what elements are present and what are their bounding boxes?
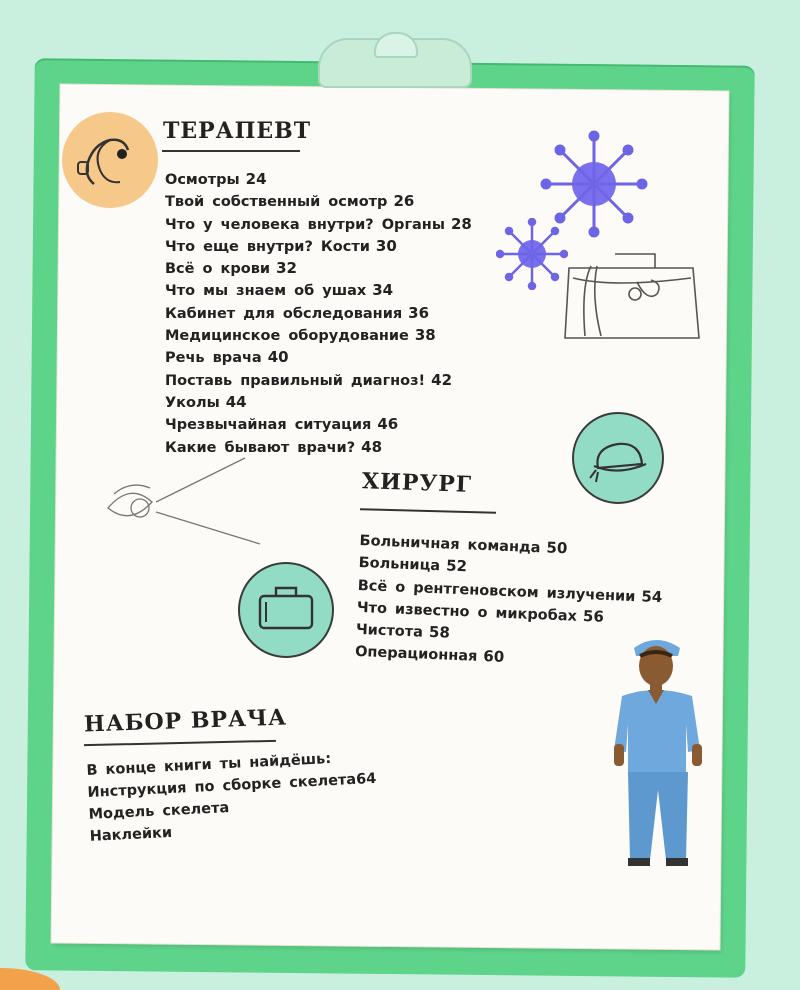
entry-title: Твой собственный осмотр — [165, 194, 388, 211]
medical-bag-icon — [238, 562, 334, 658]
entry-title: Кабинет для обследования — [165, 305, 403, 322]
entry-title: Наклейки — [89, 824, 173, 845]
contents-entry — [165, 236, 472, 258]
entry-page-number: 30 — [375, 236, 397, 255]
entry-page-number: 34 — [372, 281, 394, 300]
entry-title: Какие бывают врачи? — [165, 439, 356, 456]
kit-title: НАБОР ВРАЧА — [83, 704, 288, 738]
entry-page-number: 32 — [276, 259, 297, 278]
entry-page-number: 60 — [483, 647, 505, 667]
clipboard-clip — [318, 38, 472, 88]
entry-title: Чистота — [355, 622, 424, 641]
contents-entry — [165, 303, 472, 325]
surgeon-title: ХИРУРГ — [361, 468, 473, 498]
entry-title: Осмотры — [165, 172, 240, 188]
contents-entry — [165, 280, 472, 302]
corner-decoration — [0, 968, 60, 990]
entry-title: Что известно о микробах — [356, 599, 578, 625]
entry-title: Поставь правильный диагноз! — [165, 372, 426, 389]
entry-page-number: 64 — [355, 770, 377, 788]
entry-title: Что еще внутри? Кости — [165, 238, 370, 255]
contents-entry — [165, 370, 472, 392]
entry-title: Всё о рентгеновском излучении — [357, 577, 636, 605]
therapist-title: ТЕРАПЕВТ — [163, 118, 312, 144]
therapist-contents — [165, 169, 472, 459]
contents-entry — [165, 414, 472, 436]
contents-entry — [165, 325, 472, 347]
entry-title: Больница — [358, 555, 441, 575]
doctor-figure — [604, 626, 714, 876]
entry-page-number: 24 — [245, 170, 267, 188]
contents-entry — [165, 191, 472, 213]
kit-intro: В конце книги ты найдёшь: — [86, 751, 332, 779]
entry-page-number: 48 — [361, 437, 383, 456]
entry-title: Инструкция по сборке скелета — [87, 771, 357, 801]
entry-page-number: 50 — [546, 538, 568, 558]
entry-title: Медицинское оборудование — [165, 328, 409, 345]
contents-entry — [165, 258, 472, 280]
entry-page-number: 42 — [431, 370, 453, 389]
entry-page-number: 52 — [445, 556, 468, 576]
stethoscope-icon — [62, 112, 158, 208]
entry-page-number: 58 — [428, 623, 451, 642]
entry-title: Больничная команда — [359, 532, 541, 557]
entry-title: Что у человека внутри? Органы — [165, 216, 445, 233]
entry-page-number: 56 — [582, 606, 605, 626]
entry-title: Речь врача — [165, 350, 262, 367]
doctor-bag-icon — [555, 236, 705, 346]
eye-icon — [100, 454, 270, 548]
surgical-cap-icon — [572, 412, 664, 504]
entry-page-number: 26 — [393, 192, 415, 211]
entry-title: Модель скелета — [88, 800, 230, 823]
entry-page-number: 28 — [450, 214, 472, 233]
entry-title: Чрезвычайная ситуация — [165, 417, 372, 434]
kit-block — [86, 746, 379, 848]
kit-contents — [87, 768, 379, 848]
contents-entry — [165, 392, 472, 414]
contents-entry — [165, 214, 472, 236]
contents-entry — [165, 347, 472, 369]
contents-entry — [165, 169, 472, 191]
entry-title: Что мы знаем об ушах — [165, 283, 367, 300]
entry-title: Уколы — [165, 394, 220, 411]
entry-page-number: 36 — [408, 303, 430, 322]
entry-title: Всё о крови — [165, 261, 271, 278]
entry-page-number: 38 — [414, 326, 436, 345]
entry-page-number: 54 — [641, 586, 663, 606]
entry-page-number: 40 — [267, 348, 289, 367]
therapist-underline — [162, 150, 300, 152]
entry-page-number: 44 — [225, 392, 247, 411]
entry-page-number: 46 — [377, 415, 399, 434]
entry-title: Операционная — [354, 644, 478, 666]
